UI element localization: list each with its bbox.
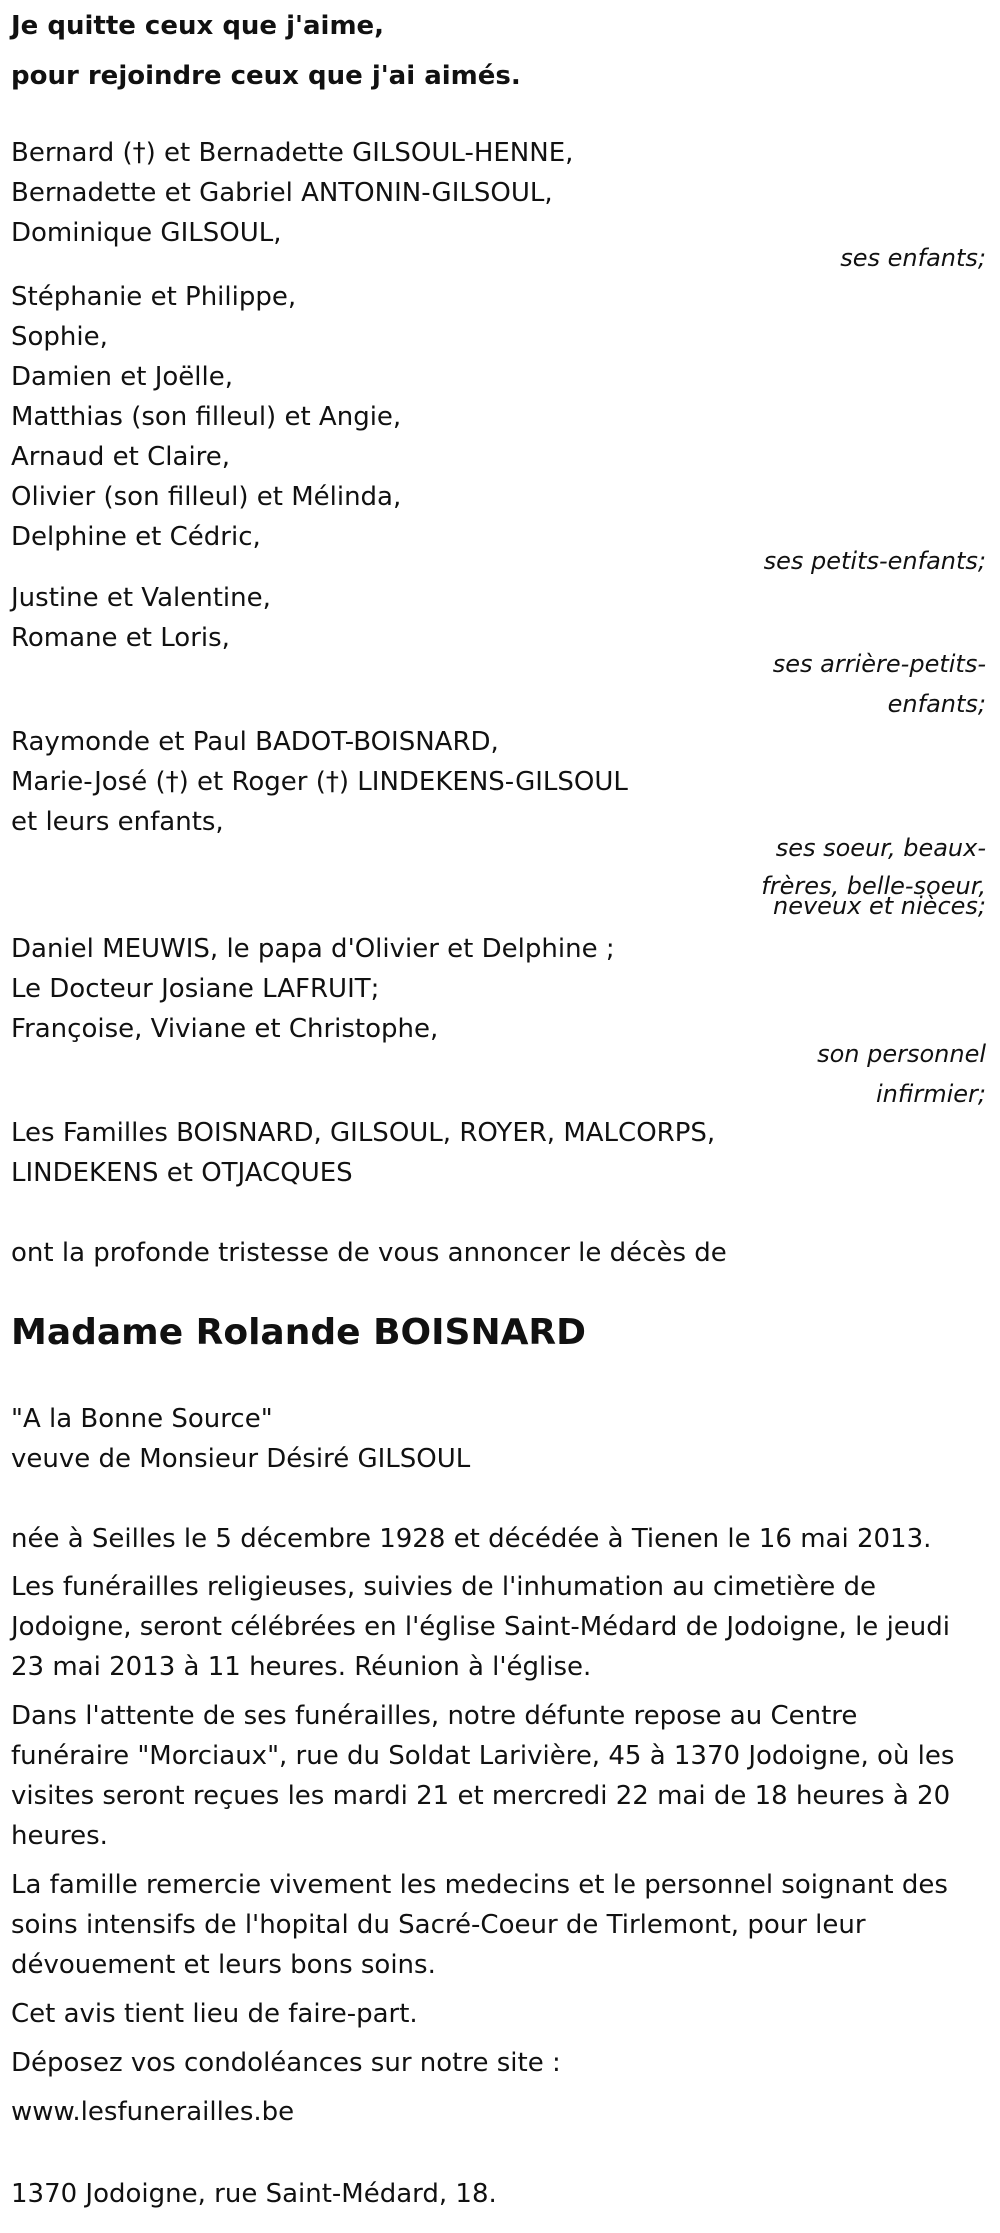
thanks-line-3: dévouement et leurs bons soins. <box>11 1950 436 1980</box>
widow-of: veuve de Monsieur Désiré GILSOUL <box>11 1444 471 1474</box>
children-line-3: Dominique GILSOUL, <box>11 218 282 248</box>
families-line-1: Les Familles BOISNARD, GILSOUL, ROYER, MALCORPS, <box>11 1118 716 1148</box>
children-line-2: Bernadette et Gabriel ANTONIN-GILSOUL, <box>11 178 553 208</box>
thanks-line-2: soins intensifs de l'hopital du Sacré-Coeur de Tirlemont, pour leur <box>11 1910 866 1940</box>
epigraph-line-1: Je quitte ceux que j'aime, <box>11 11 385 41</box>
residence: "A la Bonne Source" <box>11 1404 273 1434</box>
staff-line-3: Françoise, Viviane et Christophe, <box>11 1014 439 1044</box>
visitation-line-4: heures. <box>11 1821 108 1851</box>
funeral-line-1: Les funérailles religieuses, suivies de l'inhumation au cimetière de <box>11 1572 877 1602</box>
grandchildren-line-6: Olivier (son filleul) et Mélinda, <box>11 482 402 512</box>
website-link[interactable]: www.lesfunerailles.be <box>11 2097 295 2127</box>
visitation-line-1: Dans l'attente de ses funérailles, notre défunte repose au Centre <box>11 1701 858 1731</box>
notice-line: Cet avis tient lieu de faire-part. <box>11 1999 418 2029</box>
funeral-line-3: 23 mai 2013 à 11 heures. Réunion à l'église. <box>11 1652 592 1682</box>
grandchildren-line-5: Arnaud et Claire, <box>11 442 231 472</box>
grandchildren-label: ses petits-enfants; <box>763 547 986 575</box>
siblings-label-line-1: ses soeur, beaux- <box>775 834 986 862</box>
epigraph-line-2: pour rejoindre ceux que j'ai aimés. <box>11 61 521 91</box>
visitation-line-2: funéraire "Morciaux", rue du Soldat Larivière, 45 à 1370 Jodoigne, où les <box>11 1741 955 1771</box>
staff-label-line-2: infirmier; <box>875 1080 986 1108</box>
great-grandchildren-label-line-2: enfants; <box>887 690 986 718</box>
great-grandchildren-label-line-1: ses arrière-petits- <box>772 650 986 678</box>
siblings-line-1: Raymonde et Paul BADOT-BOISNARD, <box>11 727 499 757</box>
grandchildren-line-1: Stéphanie et Philippe, <box>11 282 297 312</box>
families-line-2: LINDEKENS et OTJACQUES <box>11 1158 353 1188</box>
great-grandchildren-line-2: Romane et Loris, <box>11 623 230 653</box>
children-label: ses enfants; <box>840 244 986 272</box>
visitation-line-3: visites seront reçues les mardi 21 et mercredi 22 mai de 18 heures à 20 <box>11 1781 951 1811</box>
thanks-line-1: La famille remercie vivement les medecins et le personnel soignant des <box>11 1870 948 1900</box>
grandchildren-line-7: Delphine et Cédric, <box>11 522 261 552</box>
staff-label-line-1: son personnel <box>817 1040 986 1068</box>
siblings-label-line-3: neveux et nièces; <box>773 892 986 920</box>
announcement: ont la profonde tristesse de vous annoncer le décès de <box>11 1238 727 1268</box>
siblings-line-2: Marie-José (†) et Roger (†) LINDEKENS-GILSOUL <box>11 767 628 797</box>
address: 1370 Jodoigne, rue Saint-Médard, 18. <box>11 2179 497 2209</box>
grandchildren-line-2: Sophie, <box>11 322 108 352</box>
deceased-name: Madame Rolande BOISNARD <box>11 1312 587 1353</box>
siblings-line-3: et leurs enfants, <box>11 807 224 837</box>
great-grandchildren-line-1: Justine et Valentine, <box>11 583 271 613</box>
grandchildren-line-4: Matthias (son filleul) et Angie, <box>11 402 402 432</box>
staff-line-2: Le Docteur Josiane LAFRUIT; <box>11 974 380 1004</box>
funeral-line-2: Jodoigne, seront célébrées en l'église Saint-Médard de Jodoigne, le jeudi <box>11 1612 950 1642</box>
siblings-label-line-2: frères, belle-soeur, <box>761 872 986 900</box>
birth-death-line: née à Seilles le 5 décembre 1928 et décédée à Tienen le 16 mai 2013. <box>11 1524 932 1554</box>
condolences-line: Déposez vos condoléances sur notre site : <box>11 2048 561 2078</box>
staff-line-1: Daniel MEUWIS, le papa d'Olivier et Delphine ; <box>11 934 615 964</box>
children-line-1: Bernard (†) et Bernadette GILSOUL-HENNE, <box>11 138 574 168</box>
grandchildren-line-3: Damien et Joëlle, <box>11 362 233 392</box>
